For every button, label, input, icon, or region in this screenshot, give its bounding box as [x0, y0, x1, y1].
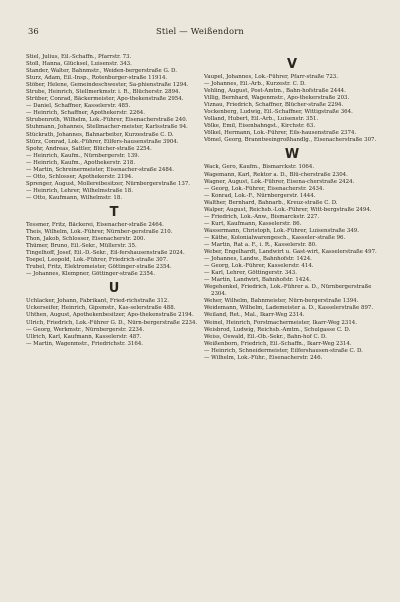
- directory-entry: Weiland, Ret., Mal., Ikarr-Weg 2314.: [204, 312, 305, 319]
- directory-entry: — Heinrich, Schaffner, Apothekerstr. 2264.: [26, 110, 145, 117]
- directory-entry: Strube, Heinrich, Stellmerkmstr. i. R., Blücherstr. 2894.: [26, 89, 181, 96]
- directory-entry: — Konrad, Lok.-F., Nürnbergerstr. 1444.: [204, 192, 316, 199]
- entries-u: [26, 298, 202, 347]
- directory-entry: Stoll, Hanna, Glücksel, Luisenstr. 343.: [26, 61, 132, 68]
- directory-entry: — Martin, Schreinermeister, Eisenacher-straße 2484.: [26, 166, 174, 173]
- directory-entry: — Otto, Schlosser, Apothekerstr. 2194.: [26, 173, 133, 180]
- page-header: [0, 26, 400, 40]
- directory-entry: Weidemann, Wilhelm, Lademeister a. D., Kasselerstraße 897.: [204, 305, 374, 312]
- directory-entry: — Heinrich, Kaufm., Nürnbergerstr. 139.: [26, 152, 140, 159]
- entries-s: [26, 54, 202, 202]
- directory-entry: — Martin, Landwirt, Bahnhofstr. 1424.: [204, 277, 311, 284]
- directory-entry: Wack, Gero, Kaufm., Bismarckstr. 1064.: [204, 164, 315, 171]
- directory-entry: Sprenger, August, Mollereibesitzer, Nürnbergerstraße 137.: [26, 180, 191, 187]
- directory-entry: Vaupel, Johannes, Lok.-Führer, Pfarr-straße 723.: [204, 74, 338, 80]
- directory-entry: — Martin, Wagenmstr., Friedrichstr. 3164.: [26, 340, 144, 347]
- directory-entry: — Daniel, Schaffner, Kasselerstr. 485.: [26, 103, 131, 110]
- directory-entry: Sturz, Adam, Eil.-Insp., Rotenburger-straße 11914.: [26, 75, 168, 82]
- directory-entry: Weißenborn, Friedrich, Eil.-Schaffn., Ikarr-Weg 2314.: [204, 340, 352, 347]
- directory-entry: Stürz, Conrad, Lok.-Führer, Eilfers-hausenstraße 3904.: [26, 138, 179, 145]
- directory-entry: Völkel, Hermann, Lok.-Führer, Eils-hausenstraße 2374.: [204, 130, 357, 137]
- directory-entry: Strubenroth, Wilhelm, Lok.-Führer, Eisenacherstraße 240.: [26, 117, 188, 124]
- left-column: [26, 54, 202, 348]
- directory-entry: Stückrath, Johannes, Bahnarbeiter, Kurzestraße C. D.: [26, 131, 174, 138]
- entries-v: [204, 74, 380, 144]
- directory-entry: Vehling, August, Post-Amtm., Bahn-hofstraße 2444.: [204, 88, 346, 95]
- directory-entry: — Heinrich, Kaufm., Apothekerstr. 218.: [26, 159, 136, 166]
- directory-entry: Volland, Hubert, Eil.-Arb., Luisenstr. 351.: [204, 116, 319, 123]
- directory-entry: — Karl, Lehrer, Göttingerstr. 343.: [204, 270, 297, 277]
- section-heading-v: V: [286, 57, 298, 72]
- entries-t: [26, 222, 202, 278]
- directory-entry: Viznau, Friedrich, Schaffner, Blücher-straße 2294.: [204, 102, 344, 109]
- directory-entry: Tingelhoff, Josef, Eil.-D.-Sekr., Eil-fershausenstraße 2024.: [26, 250, 185, 257]
- directory-entry: Weinel, Heinrich, Forstmachermeister, Ikarr-Weg 2314.: [204, 319, 357, 326]
- directory-entry: — Georg, Werkmstr., Nürnbergerstr. 2234.: [26, 326, 145, 333]
- page-number: 36: [28, 26, 39, 36]
- directory-entry: — Käthe, Kolonialwarengesch., Kasseler-straße 96.: [204, 234, 346, 241]
- directory-entry: Vömel, Georg, Branntweingroßhandlg., Eisenacherstraße 307.: [204, 137, 377, 144]
- directory-entry: — Georg, Lok.-Führer, Eisenacherstr. 2434.: [204, 185, 325, 192]
- directory-entry: — Heinrich, Lehrer, Wilhelmstraße 18.: [26, 187, 133, 194]
- directory-entry: Stander, Walter, Bahnmstr., Weiden-bergerstraße G. D.: [26, 68, 177, 75]
- directory-entry: Wagner, August, Lok.-Führer, Eisena-cherstraße 2424.: [204, 178, 355, 185]
- directory-entry: Wegehenkel, Friedrich, Lok.-Führer a. D., Nürnbergerstraße 2304.: [204, 284, 372, 298]
- directory-entry: Uckerseifer, Heinrich, Gipsmstr., Kas-selerstraße 488.: [26, 305, 176, 312]
- directory-entry: Walper, August, Reichsb.-Lok.-Führer, Witt-bergstraße 2494.: [204, 206, 372, 213]
- directory-entry: Ullrich, Karl, Kaufmann, Kasselerstr. 487.: [26, 333, 142, 340]
- directory-entry: Uhthen, August, Apothekenbesitzer, Apo-thekenstraße 2194.: [26, 312, 194, 319]
- directory-entry: Walther, Bernhard, Bahnarb., Kreuz-straße C. D.: [204, 199, 338, 206]
- directory-entry: Weisbrod, Ludwig, Reichsb.-Amtm., Schulgasse C. D.: [204, 326, 351, 333]
- running-head: Stiel — Weißendorn: [155, 26, 245, 36]
- directory-entry: — Martin, Rat a. F., i. R., Kasselerstr. 80.: [204, 241, 317, 248]
- directory-entry: Theis, Wilhelm, Lok.-Führer, Nürnber-gerstraße 210.: [26, 229, 173, 236]
- directory-entry: Thon, Jakob, Schlosser, Eisenacherstr. 200.: [26, 236, 146, 243]
- directory-entry: — Otto, Kaufmann, Wilhelmstr. 18.: [26, 194, 123, 201]
- directory-entry: Stöber, Helene, Gemeindeschwester, Sa-phienstraße 1294.: [26, 82, 189, 89]
- directory-entry: — Johannes, Eil.-Arb., Kurzestr. C. D.: [204, 81, 306, 88]
- section-heading-u: U: [108, 281, 120, 297]
- directory-entry: — Friedrich, Lok.-Anw., Bismarckstr. 227.: [204, 213, 320, 220]
- directory-entry: Toepel, Leopold, Lok.-Führer, Friedrich-straße 307.: [26, 257, 168, 264]
- directory-entry: Villig, Bernhard, Wagenmstr., Apo-thekerstraße 203.: [204, 95, 350, 102]
- directory-entry: Tessmer, Fritz, Bäckerei, Eisenacher-straße 2464.: [26, 221, 164, 228]
- directory-entry: Weiss, Oswald, Eil.-Ob.-Sekr., Bahn-hof C. D.: [204, 333, 327, 340]
- directory-entry: Strüber, Conrad, Bäckermeister, Apo-thekenstraße 2954.: [26, 96, 184, 103]
- directory-entry: Wassermann, Christoph, Lok.-Führer, Luisenstraße 349.: [204, 227, 359, 234]
- directory-entry: Uchlacker, Johann, Fabrikant, Fried-richstraße 312.: [26, 298, 169, 305]
- directory-entry: Trubel, Fritz, Elektromeister, Göttinger-straße 2354.: [26, 264, 172, 271]
- directory-entry: Stuhmann, Johannes, Stellmacher-meister, Karlsstraße 94.: [26, 124, 188, 131]
- directory-entry: — Georg, Lok.-Führer, Kasselerstr. 414.: [204, 263, 314, 270]
- section-heading-w: W: [284, 147, 300, 163]
- directory-entry: Vockenberg, Ludwig, Eil.-Schaffner, Wittigstraße 364.: [204, 109, 353, 116]
- right-column: [204, 54, 380, 362]
- directory-entry: Stiel, Julius, Eil.-Schaffn., Pfarrstr. 73.: [26, 54, 132, 60]
- section-heading-t: T: [109, 204, 119, 220]
- directory-entry: — Wilhelm, Lok.-Führ., Eisenacherstr. 246.: [204, 354, 323, 361]
- directory-entry: Weber, Engelhardt, Landwirt u. Gast-wirt, Kasselerstraße 497.: [204, 249, 377, 256]
- entries-w: [204, 164, 380, 361]
- directory-entry: — Johannes, Klempner, Göttinger-straße 2354.: [26, 271, 155, 278]
- directory-entry: Völke, Emil, Eisenbahngst., Kirchstr. 63.: [204, 123, 316, 130]
- directory-entry: — Kurt, Kaufmann, Kasselerstr. 86.: [204, 220, 302, 227]
- directory-entry: Weher, Wilhelm, Bahnmeister, Nürn-bergerstraße 1394.: [204, 298, 359, 305]
- directory-entry: Spohr, Andreas, Sattler, Blücher-straße 2254.: [26, 145, 152, 152]
- directory-entry: — Johannes, Landw., Bahnhofstr. 1424.: [204, 256, 312, 263]
- directory-entry: Wagemann, Karl, Rektor a. D., Blü-cherstraße 2304.: [204, 171, 348, 178]
- directory-entry: Ulrich, Friedrich, Lok.-Führer G. D., Nürn-bergerstraße 2234.: [26, 319, 198, 326]
- directory-entry: Thümer, Bruno, Eil.-Sekr., Müllerstr. 35.: [26, 243, 137, 250]
- directory-entry: — Heinrich, Schneidermeister, Eilfershausen-straße C. D.: [204, 347, 363, 354]
